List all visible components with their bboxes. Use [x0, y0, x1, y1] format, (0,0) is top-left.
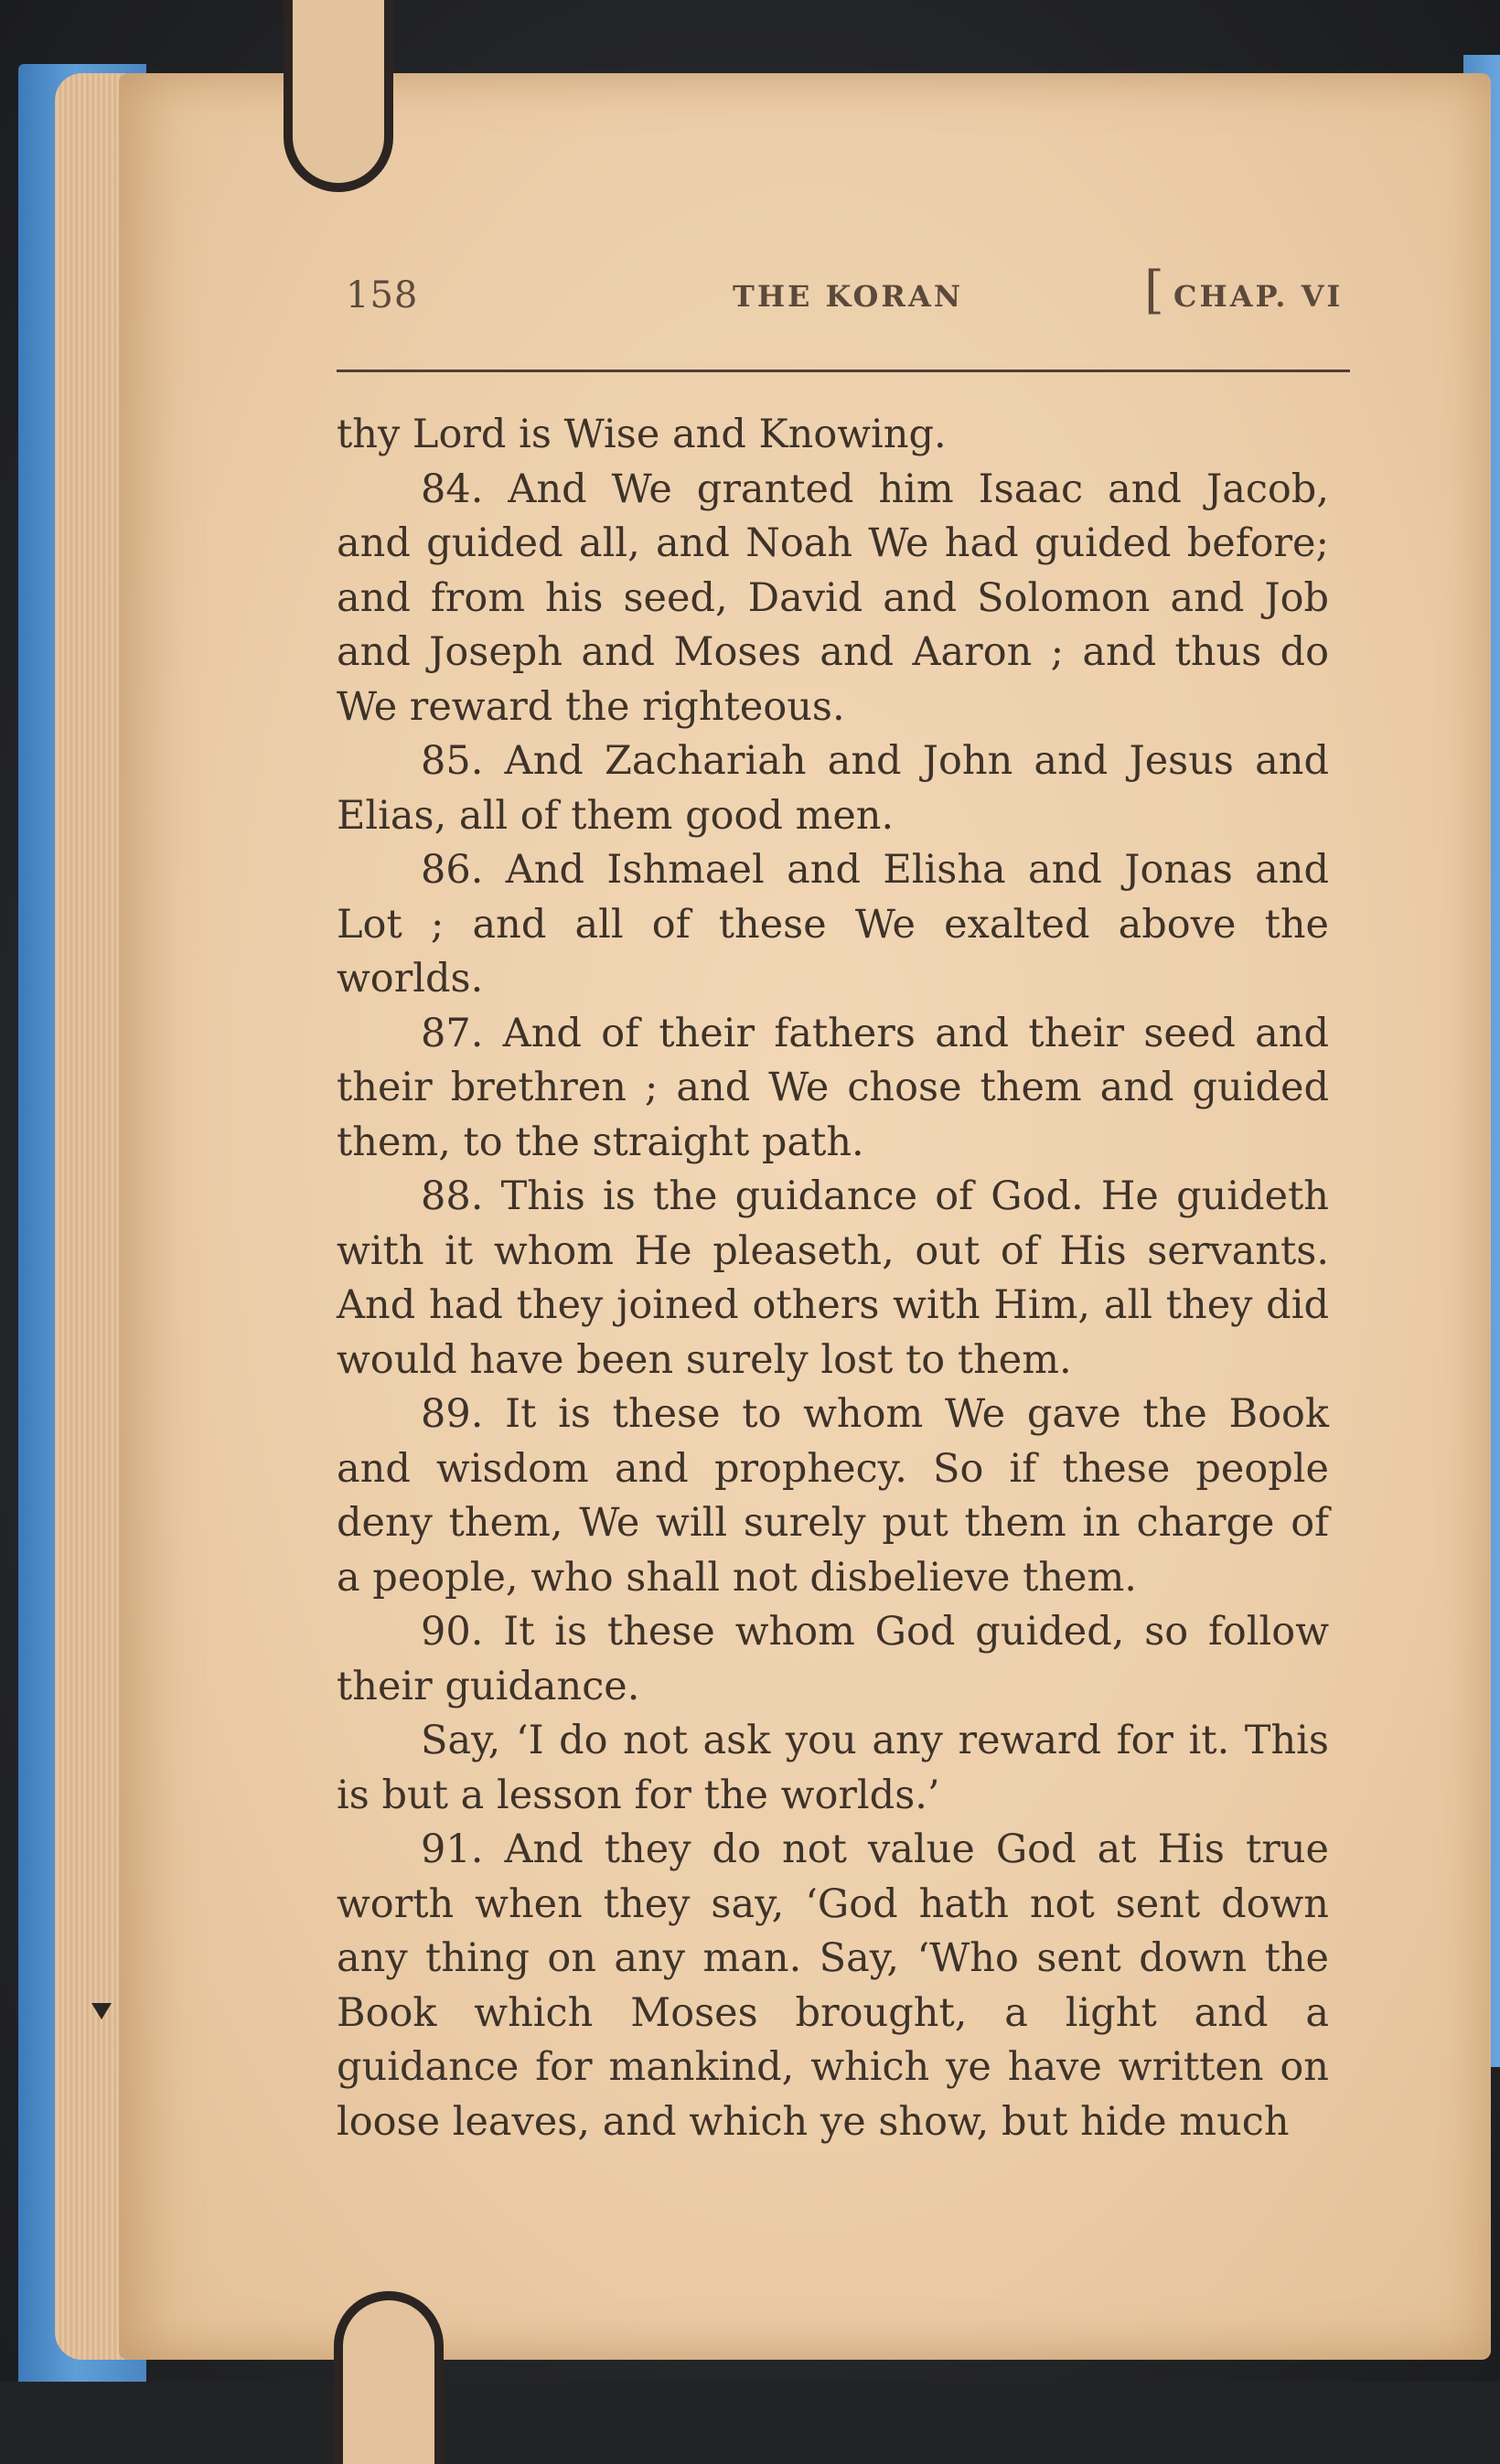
chapter-label: CHAP. VI [1173, 279, 1344, 314]
page-number: 158 [346, 274, 419, 316]
verse-90-say: Say, ‘I do not ask you any reward for it. This is but a lesson for the worlds.’ [337, 1718, 1329, 1818]
verse-85: 85. And Zachariah and John and Jesus and Elias, all of them good men. [337, 738, 1329, 839]
chapter-bracket: [ [1144, 261, 1164, 320]
verse-90: 90. It is these whom God guided, so follow their guidance. [337, 1609, 1329, 1709]
verse-84: 84. And We granted him Isaac and Jacob, and guided all, and Noah We had guided before; and from his seed, David and Solomon and Job and Joseph and Moses and Aaron ; and thus do We reward the righteous. [337, 466, 1329, 730]
verse-87: 87. And of their fathers and their seed and their brethren ; and We chose them and guided them, to the straight path. [337, 1010, 1329, 1165]
verse-88: 88. This is the guidance of God. He guideth with it whom He pleaseth, out of His servants. And had they joined others with Him, all they did would have been surely lost to them. [337, 1173, 1329, 1383]
bottom-background [0, 2382, 1500, 2464]
top-page-clip [284, 0, 393, 192]
running-title: THE KORAN [733, 279, 964, 314]
bottom-page-clip [334, 2291, 444, 2464]
paragraph-continuation: thy Lord is Wise and Knowing. [337, 412, 947, 457]
verse-91: 91. And they do not value God at His true worth when they say, ‘God hath not sent down any thing on any man. Say, ‘Who sent down the Book which Moses brought, a light and a guidance for mankind, which ye have written on loose leaves, and which ye show, but hide much [337, 1827, 1329, 2145]
running-header [346, 261, 1352, 329]
header-rule [337, 370, 1350, 372]
ribbon-marker [91, 2003, 112, 2019]
verse-86: 86. And Ishmael and Elisha and Jonas and Lot ; and all of these We exalted above the worlds. [337, 847, 1329, 1002]
verse-89: 89. It is these to whom We gave the Book and wisdom and prophecy. So if these people deny them, We will surely put them in charge of a people, who shall not disbelieve them. [337, 1391, 1329, 1601]
page-body [337, 408, 1329, 2149]
